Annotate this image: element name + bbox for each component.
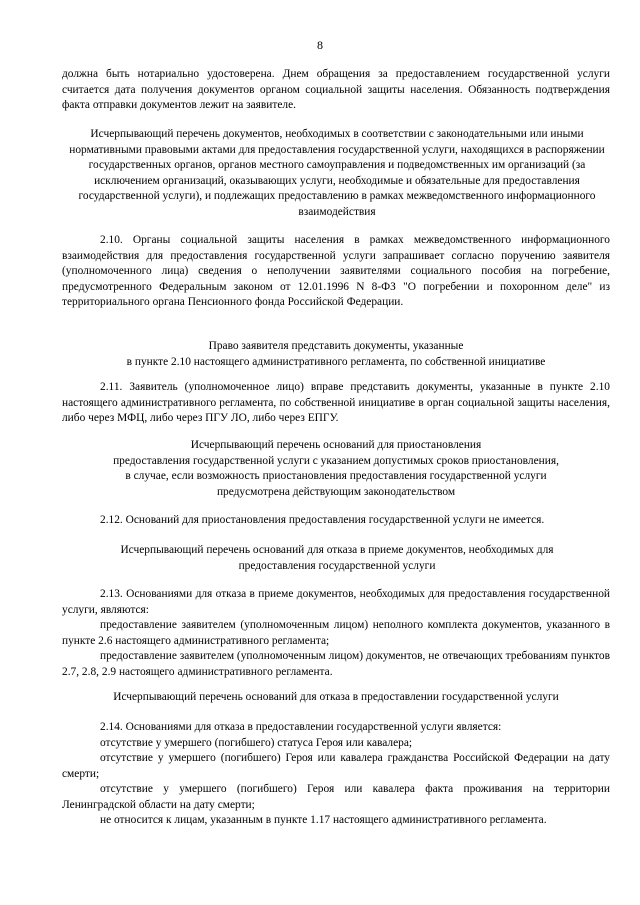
- page-number: 8: [317, 38, 323, 52]
- paragraph-2-14-item: отсутствие у умершего (погибшего) статуса Героя или кавалера;: [100, 736, 413, 749]
- section-2-13: [62, 587, 610, 680]
- section-2-14: [62, 720, 610, 829]
- heading-line: в случае, если возможность приостановления предоставления государственной услуги: [125, 470, 547, 482]
- heading-line: Исчерпывающий перечень оснований для приостановления: [190, 439, 482, 451]
- paragraph-2-14-item: отсутствие у умершего (погибшего) Героя или кавалера факта проживания на территории Ленинградской области на дату смерти;: [62, 783, 610, 811]
- paragraph-2-13-item: предоставление заявителем (уполномоченным лицом) документов, не отвечающих требованиям пунктов 2.7, 2.8, 2.9 настоящего административного регламента.: [62, 650, 610, 678]
- paragraph-2-12: 2.12. Оснований для приостановления предоставления государственной услуги не имеется.: [100, 514, 545, 526]
- paragraph-continuation: должна быть нотариально удостоверена. Днем обращения за предоставлением государственной услуги считается дата получения документов органом социальной защиты населения. Обязанность подтверждения факта отправки документов лежит на заявителе.: [62, 68, 610, 111]
- heading-refusal-of-service: Исчерпывающий перечень оснований для отказа в предоставлении государственной услуги: [113, 691, 559, 703]
- heading-right-to-submit: [62, 339, 610, 370]
- paragraph-2-13: 2.13. Основаниями для отказа в приеме документов, необходимых для предоставления государственной услуги, являются:: [62, 588, 610, 616]
- heading-suspension-grounds: [62, 438, 610, 500]
- heading-refusal-to-accept: Исчерпывающий перечень оснований для отказа в приеме документов, необходимых для предоставления государственной услуги: [120, 544, 554, 572]
- heading-interagency-documents: Исчерпывающий перечень документов, необходимых в соответствии с законодательными или иными нормативными правовыми актами для предоставления государственной услуги, находящихся в распоряжении государственных органов, органов местного самоуправления и подведомственных им организаций (за исключением организаций, оказывающих услуги, необходимые и обязательные для предоставления государственной услуги), и подлежащих предоставлению в рамках межведомственного информационного взаимодействия: [69, 128, 605, 218]
- heading-line: Право заявителя представить документы, указанные: [208, 340, 464, 352]
- paragraph-2-14-item: не относится к лицам, указанным в пункте 1.17 настоящего административного регламента.: [100, 814, 547, 826]
- paragraph-2-11: 2.11. Заявитель (уполномоченное лицо) вправе представить документы, указанные в пункте 2.10 настоящего административного регламента, по собственной инициативе в орган социальной защиты населения, либо через МФЦ, либо через ПГУ ЛО, либо через ЕПГУ.: [62, 381, 610, 424]
- paragraph-2-10: 2.10. Органы социальной защиты населения в рамках межведомственного информационного взаимодействия для предоставления государственной услуги запрашивает согласно поручению заявителя (уполномоченного лица) сведения о неполучении заявителями социального пособия на погребение, предусмотренного Федеральным законом от 12.01.1996 N 8-ФЗ "О погребении и похоронном деле" из территориального органа Пенсионного фонда Российской Федерации.: [62, 234, 610, 308]
- heading-line: предоставления государственной услуги с указанием допустимых сроков приостановления,: [113, 454, 559, 467]
- heading-line: предусмотрена действующим законодательством: [216, 485, 456, 498]
- paragraph-2-14: 2.14. Основаниями для отказа в предоставлении государственной услуги является:: [100, 721, 502, 733]
- paragraph-2-14-item: отсутствие у умершего (погибшего) Героя или кавалера гражданства Российской Федерации на дату смерти;: [62, 752, 610, 780]
- heading-line: в пункте 2.10 настоящего административного регламента, по собственной инициативе: [126, 355, 546, 368]
- paragraph-2-13-item: предоставление заявителем (уполномоченным лицом) неполного комплекта документов, указанного в пункте 2.6 настоящего административного регламента;: [62, 619, 610, 647]
